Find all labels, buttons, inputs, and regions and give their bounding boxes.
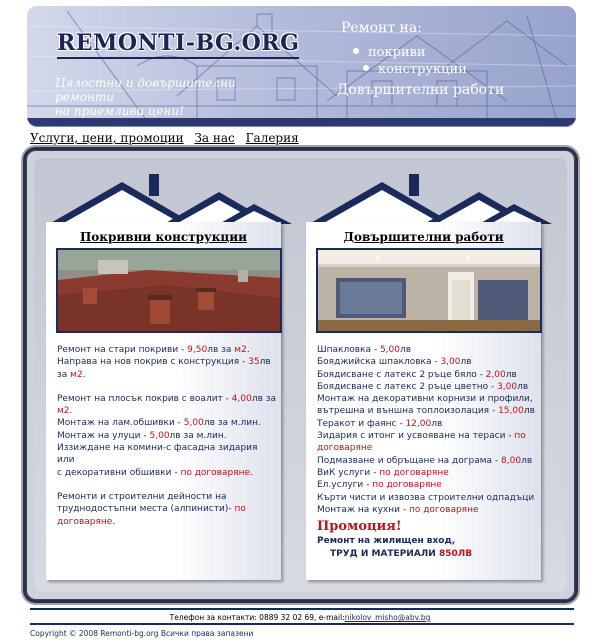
price-line-unit: м2 [234, 345, 247, 355]
price-line-unit: м2 [70, 369, 83, 380]
price-line-tail: . [246, 345, 250, 355]
tagline-line-2: на приемливи цени! [55, 104, 184, 118]
price-line-after: . [250, 467, 253, 478]
price-line-text: Иззиждане на комини-с фасадна зидария или [57, 443, 261, 466]
price-line-price: 9,50 [187, 345, 208, 355]
price-line-price: 3,00 [497, 381, 518, 392]
price-line-after: лв за м.лин. [203, 418, 261, 429]
roof-right-icon [304, 174, 554, 226]
price-line [317, 455, 537, 467]
price-line [317, 393, 537, 405]
roofing-card [46, 222, 281, 580]
service-structures-label: конструкции [378, 62, 467, 77]
price-line-tail: . [69, 406, 73, 417]
price-line-after: лв за [207, 345, 235, 355]
copyright: Copyright © 2008 Remonti-bg.org Всички права запазени [30, 629, 254, 638]
service-roofs-link[interactable] [353, 45, 426, 60]
price-line-text: Ел.услуги - [317, 480, 373, 491]
price-line-price: 12,00 [405, 418, 432, 429]
price-line-text: Ремонт на стари покриви - [57, 345, 188, 355]
services-title: Ремонт на: [341, 20, 422, 36]
price-line [317, 381, 537, 393]
price-line-after: лв [400, 345, 412, 355]
nav-about[interactable]: За нас [194, 131, 235, 145]
price-line-price: 8,00 [501, 455, 522, 466]
price-line-after: лв [259, 357, 271, 368]
price-line [57, 442, 277, 467]
price-line-after: лв [505, 369, 517, 380]
roof-left-icon [44, 174, 294, 226]
price-line [317, 479, 537, 491]
price-line-price: 5,00 [183, 418, 204, 429]
price-line [317, 405, 537, 417]
finishing-price-list [317, 344, 537, 516]
header-banner [27, 6, 576, 126]
price-line-text: Бояджийска шпакловка - [317, 357, 441, 368]
price-line-text: Монтаж на декоративни корнизи и профили, [317, 394, 533, 405]
price-line [57, 516, 277, 528]
price-line-text: Зидария с итонг и усвояване на тераси - [317, 431, 515, 442]
price-line [57, 430, 277, 442]
finishing-card [306, 222, 541, 580]
price-line-after: лв за [251, 393, 277, 404]
price-line-text: Ремонт на плосък покрив с воалит - [57, 393, 232, 404]
price-line-text: Кърти чисти и извозва строителни одпадъци [317, 492, 535, 503]
price-line [57, 405, 277, 417]
price-line-price: по договаряне [408, 504, 479, 515]
price-line-text: Направа на нов покрив с конструкция - [57, 357, 249, 368]
price-line-text: Монтаж на кухни - [317, 504, 409, 515]
price-line-unit: м2 [57, 406, 70, 417]
price-line-tail: . [82, 369, 86, 380]
price-line-text: Ремонти и строителни дейности на [57, 491, 227, 502]
price-line-text: Монтаж на улуци - [57, 430, 150, 441]
price-line-text: с декоративни обшивки - [57, 467, 181, 478]
price-line-after: лв [521, 455, 533, 466]
price-line-text: ВиК услуги - [317, 467, 380, 478]
price-line-price: договаряне [57, 516, 113, 527]
contact-email-link[interactable]: nikolov_misho@abv.bg [344, 613, 431, 622]
site-logo[interactable]: REMONTI-BG.ORG [57, 30, 299, 59]
price-line-price: 15,00 [498, 406, 524, 417]
price-line-text: за [57, 369, 71, 380]
promo-price: 850ЛВ [438, 549, 473, 559]
price-line [317, 504, 537, 516]
bullet-icon [353, 48, 359, 54]
price-line [317, 369, 537, 381]
price-line [317, 418, 537, 430]
price-line-price: по [514, 431, 526, 442]
service-roofs-label: покриви [368, 45, 426, 60]
price-line-price: по договаряне [379, 467, 449, 478]
price-line [317, 356, 537, 368]
price-line-text: Монтаж на лам.обшивки - [57, 418, 184, 429]
price-line [317, 430, 537, 442]
nav-gallery[interactable]: Галерия [245, 131, 299, 145]
price-line [57, 369, 277, 381]
promo-text: ТРУД И МАТЕРИАЛИ [330, 549, 439, 559]
tagline-line-1: Цялостни и довършителни ремонти [55, 76, 236, 104]
price-line-price: договаряне [317, 443, 373, 454]
service-structures-link[interactable] [363, 62, 467, 77]
price-line-price: 5,00 [149, 430, 170, 441]
price-line-price: 4,00 [231, 393, 252, 404]
bullet-icon [363, 65, 369, 71]
price-line-price: по договаряне [180, 467, 251, 478]
nav-services[interactable]: Услуги, цени, промоции [30, 131, 184, 145]
price-line-after: лв [460, 357, 472, 368]
price-line-after: . [112, 516, 116, 527]
service-finishing-link[interactable]: Довършителни работи [337, 82, 505, 98]
price-line-price: 5,00 [379, 345, 400, 355]
price-line-after: лв [517, 381, 529, 392]
price-line-text: труднодостъпни места (алпинисти)- [57, 504, 235, 515]
spacer [57, 479, 277, 491]
price-line-price: по [234, 504, 246, 515]
price-line [57, 467, 277, 479]
finishing-card-title[interactable]: Довършителни работи [343, 230, 504, 244]
price-line-price: 2,00 [485, 369, 506, 380]
price-line [57, 393, 277, 405]
contact-label: Телефон за контакти: 0889 32 02 69, e-mail: [169, 613, 345, 622]
price-line-text: Боядисване с латекс 2 ръце бяло - [317, 369, 486, 380]
price-line [57, 356, 277, 368]
finishing-photo [316, 248, 542, 333]
price-line [57, 503, 277, 515]
price-line-after: лв [523, 406, 535, 417]
spacer [57, 381, 277, 393]
footer-divider-bottom [30, 623, 574, 625]
promo-line-1: Ремонт на жилищен вход, [317, 536, 456, 546]
contact-line [0, 613, 600, 622]
price-line-price: 35 [248, 357, 260, 368]
price-line-text: вътрешна и външна топлоизолация - [317, 406, 499, 417]
price-line [57, 344, 277, 356]
price-line-after: лв [431, 418, 443, 429]
price-line [57, 417, 277, 429]
price-line [57, 491, 277, 503]
price-line [317, 344, 537, 356]
price-line [317, 442, 537, 454]
promo-title: Промоция! [317, 519, 402, 534]
price-line-text: Боядисване с латекс 2 ръце цветно - [317, 381, 498, 392]
roofing-card-title[interactable]: Покривни конструкции [79, 230, 248, 244]
price-line-text: Теракот и фаянс - [317, 418, 406, 429]
price-line-text: Подмазване и обръщане на дограма - [317, 455, 502, 466]
roofing-photo [56, 248, 282, 333]
price-line-after: лв за м.лин. [169, 430, 227, 441]
price-line-price: 3,00 [440, 357, 461, 368]
footer-divider-top [30, 608, 574, 610]
main-nav [30, 131, 306, 145]
price-line [317, 492, 537, 504]
roofing-price-list [57, 344, 277, 528]
price-line-text: Шпакловка - [317, 345, 380, 355]
tagline [55, 76, 295, 118]
price-line-price: по договаряне [372, 480, 442, 491]
price-line [317, 467, 537, 479]
promo-line-2 [330, 549, 472, 559]
